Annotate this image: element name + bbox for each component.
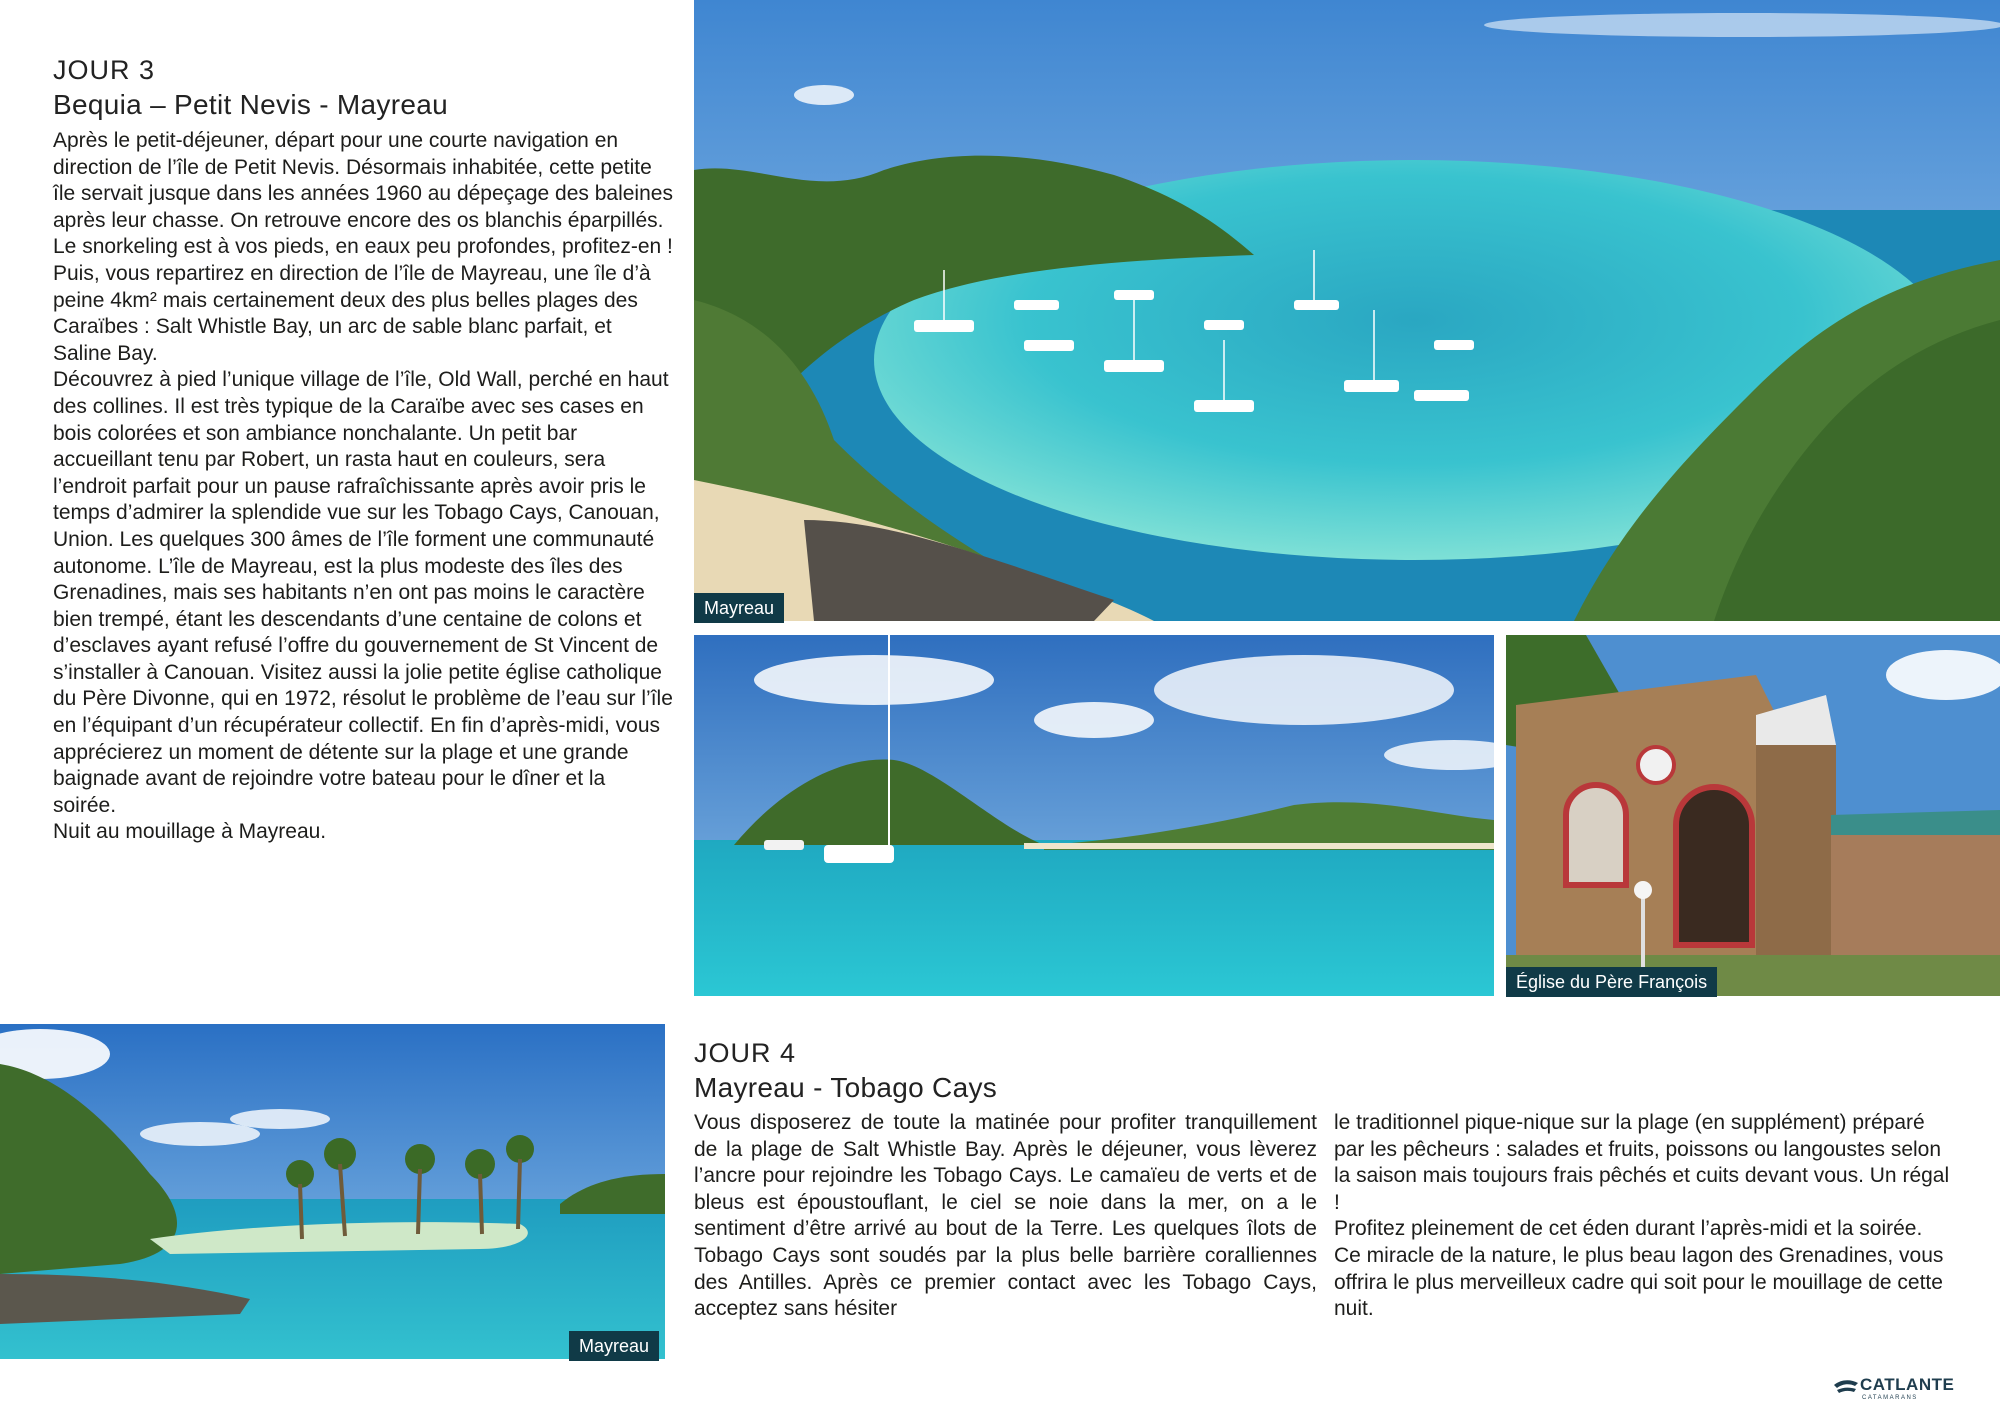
photo-caption: Mayreau [569, 1331, 659, 1361]
photo-palm-beach [0, 1024, 665, 1359]
day3-label: JOUR 3 [53, 55, 156, 85]
logo-name: CATLANTE [1860, 1375, 1955, 1394]
day4-paragraph: le traditionnel pique-nique sur la plage (en supplément) préparé par les pêcheurs : salades et fruits, poissons ou langoustes selon la saison mais toujours frais pêchés et cuits devant vous. Un régal ! [1334, 1111, 1950, 1214]
photo-church [1506, 635, 2000, 996]
photo-caption: Église du Père François [1506, 967, 1717, 997]
catlante-logo-icon [1833, 1378, 1859, 1394]
photo-mayreau-bay [694, 0, 2000, 621]
day4-label: JOUR 4 [694, 1038, 797, 1068]
day4-column-1 [694, 1110, 1317, 1323]
day4-paragraph: Profitez pleinement de cet éden durant l’après-midi et la soirée. Ce miracle de la nature, le plus beau lagon des Grenadines, vous offrira le plus merveilleux cadre qui soit pour le mouillage de cette nuit. [1334, 1217, 1944, 1321]
photo-caption: Mayreau [694, 593, 784, 623]
day3-paragraph: Nuit au mouillage à Mayreau. [53, 820, 327, 844]
day3-paragraph: Puis, vous repartirez en direction de l’île de Mayreau, une île d’à peine 4km² mais certainement deux des plus belles plages des Caraïbes : Salt Whistle Bay, un arc de sable blanc parfait, et Saline Bay. [53, 261, 651, 365]
day3-body [53, 128, 673, 846]
day4-paragraph: Vous disposerez de toute la matinée pour profiter tranquillement de la plage de Salt Whistle Bay. Après le déjeuner, vous lèverez l’ancre pour rejoindre les Tobago Cays. Le camaïeu de verts et de bleus est époustouflant, le ciel se noie dans la mer, on a le sentiment d’être arrivé au bout de la Terre. Les quelques îlots de Tobago Cays sont soudés par la plus belle barrière coralliennes des Antilles. Après ce premier contact avec les Tobago Cays, acceptez sans hésiter [694, 1111, 1317, 1321]
day4-title: Mayreau - Tobago Cays [694, 1072, 998, 1103]
day3-paragraph: Après le petit-déjeuner, départ pour une courte navigation en direction de l’île de Petit Nevis. Désormais inhabitée, cette petite île servait jusque dans les années 1960 au dépeçage des baleines après leur chasse. On retrouve encore des os blanchis éparpillés. Le snorkeling est à vos pieds, en eaux peu profondes, profitez-en ! [53, 129, 673, 259]
logo-tagline: CATAMARANS [1862, 1395, 1918, 1401]
day3-paragraph: Découvrez à pied l’unique village de l’île, Old Wall, perché en haut des collines. Il est très typique de la Caraïbe avec ses cases en bois colorées et son ambiance nonchalante. Un petit bar accueillant tenu par Robert, un rasta haut en couleurs, sera l’endroit parfait pour un pause rafraîchissante après avoir pris le temps d’admirer la splendide vue sur les Tobago Cays, Canouan, Union. Les quelques 300 âmes de l’île forment une communauté autonome. L’île de Mayreau, est la plus modeste des îles des Grenadines, mais ses habitants n’en ont pas moins le caractère bien trempé, étant les descendants d’une centaine de colons et d’esclaves ayant refusé l’offre du gouvernement de St Vincent de s’installer à Canouan. Visitez aussi la jolie petite église catholique du Père Divonne, qui en 1972, résolut le problème de l’eau sur l’île en l’équipant d’un récupérateur collectif. En fin d’après-midi, vous apprécierez un moment de détente sur la plage et une grande baignade avant de rejoindre votre bateau pour le dîner et la soirée. [53, 368, 673, 817]
day4-column-2 [1334, 1110, 1952, 1323]
photo-catamaran-lagoon [694, 635, 1494, 996]
day3-title: Bequia – Petit Nevis - Mayreau [53, 89, 448, 120]
